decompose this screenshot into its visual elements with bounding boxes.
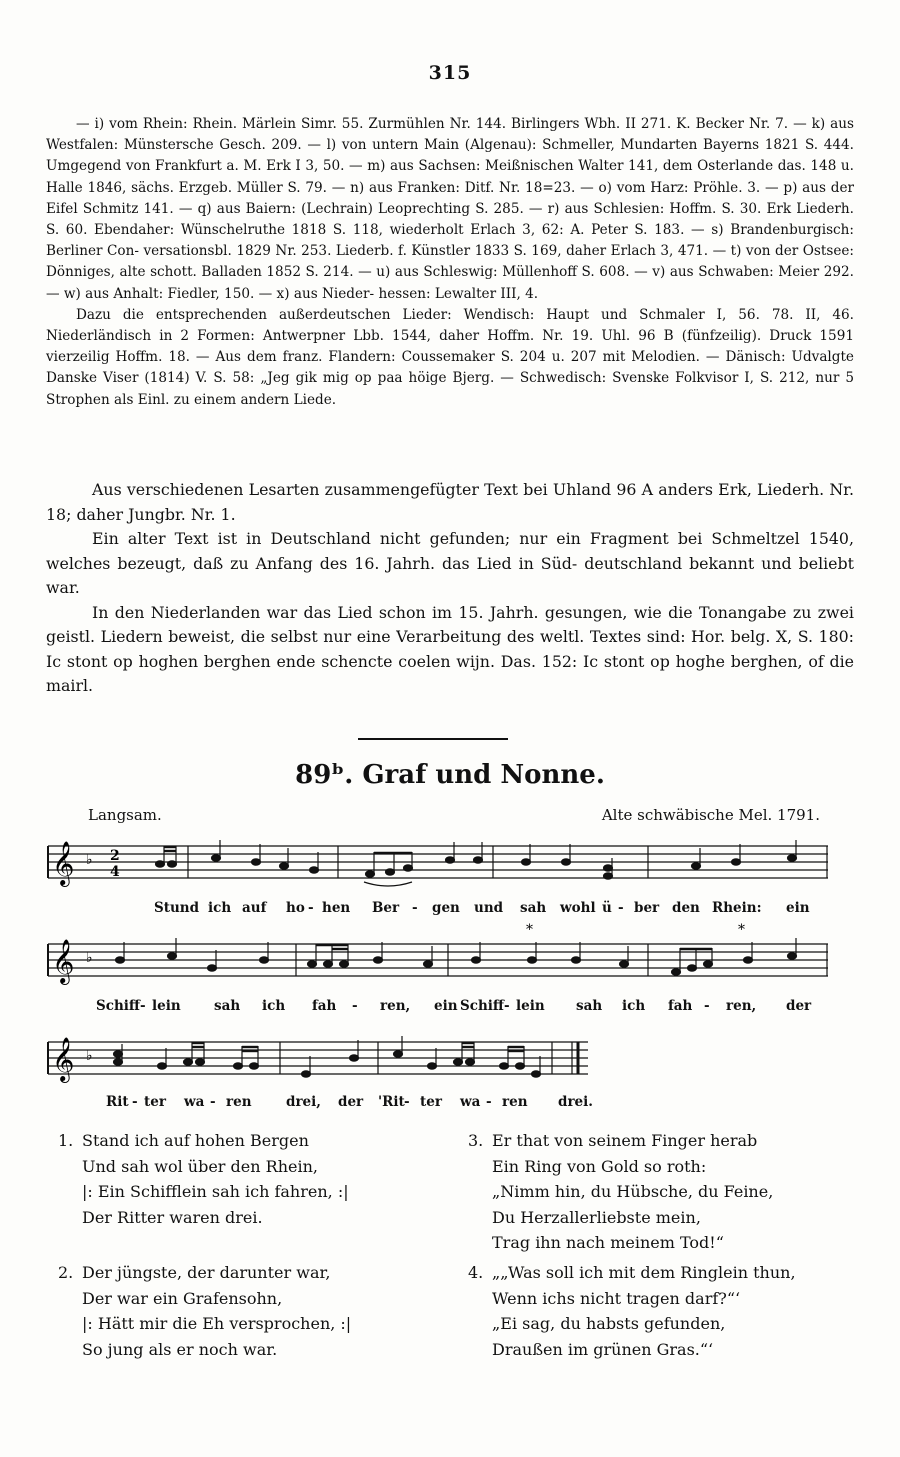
footnote-line: — r) aus Schlesien: Hoffm. S. 30. Erk Liederh. S. 60. Ebendaher: Wünschelruthe 1818 <box>46 200 854 239</box>
fermata-star-icon: * <box>738 922 745 938</box>
lyric-syllable: Rhein: <box>712 900 762 916</box>
lyric-syllable: drei. <box>558 1094 593 1110</box>
footnote-line: 56. 78. II, 46. Niederländisch in 2 Formen: Antwerpner Lbb. 1544, daher Hoffm. Nr. 19. <box>46 306 854 345</box>
staff-1-lyrics <box>96 900 836 922</box>
lyric-syllable: 'Rit <box>378 1094 405 1110</box>
fermata-star-icon: * <box>526 922 533 938</box>
lyric-syllable: und <box>474 900 504 916</box>
body-line: Aus verschiedenen Lesarten zusammengefügter Text bei Uhland 96 A anders <box>92 480 713 499</box>
section-divider <box>358 738 508 740</box>
verse-line: Der jüngste, der darunter war, <box>82 1263 331 1282</box>
verse-number: 3. <box>468 1131 484 1150</box>
verse-line: „Ei sag, du habsts gefunden, <box>492 1314 726 1334</box>
verse-line: Wenn ichs nicht tragen darf?“‘ <box>492 1288 741 1308</box>
verse-2 <box>58 1260 418 1362</box>
verse-line: Du Herzallerliebste mein, <box>492 1207 701 1227</box>
music-staff-1 <box>48 838 828 888</box>
lyric-syllable: - <box>704 998 710 1014</box>
lyric-syllable: - <box>504 998 510 1014</box>
flat-icon: ♭ <box>86 950 93 966</box>
lyric-syllable: Ber <box>372 900 400 916</box>
footnote-para-2 <box>46 305 854 411</box>
body-line: coelen wijn. Das. 152: Ic stont op hoghe berghen, of die mairl. <box>46 651 854 695</box>
lyric-syllable: sah <box>520 900 547 916</box>
verse-line: Trag ihn nach meinem Tod!“ <box>492 1233 724 1253</box>
body-line: In den Niederlanden war das Lied schon im 15. Jahrh. gesungen, wie die <box>92 602 693 622</box>
lyric-syllable: Rit <box>106 1094 129 1110</box>
lyric-syllable: wa <box>460 1094 481 1110</box>
music-staff-2 <box>48 922 828 986</box>
music-staff-3 <box>48 1034 588 1084</box>
verse-line: Ein Ring von Gold so roth: <box>492 1156 707 1176</box>
verse-line: Stand ich auf hohen Bergen <box>82 1131 309 1150</box>
lyric-syllable: Stund <box>154 900 200 916</box>
lyric-syllable: wohl <box>560 900 596 916</box>
footnote-line: S. 118, wiederholt Erlach 3, 62: A. Peter S. 183. — s) Brandenburgisch: Berliner Con- <box>46 222 854 260</box>
verse-line: Draußen im grünen Gras.“‘ <box>492 1339 714 1359</box>
lyric-syllable: ein <box>786 900 810 916</box>
commentary-para-3 <box>46 601 854 699</box>
lyric-syllable: ter <box>420 1094 442 1110</box>
body-line: Erk, Liederh. Nr. 18; daher Jungbr. Nr. 1. <box>46 480 854 524</box>
footnote-line: 3. — p) aus der Eifel Schmitz 141. — q) aus Baiern: (Lechrain) Leoprechting S. 285. <box>46 179 854 217</box>
commentary-para-1 <box>46 478 854 527</box>
verse-line: So jung als er noch war. <box>82 1339 278 1359</box>
lyric-syllable: - <box>404 1094 410 1110</box>
song-title: 89ᵇ. Graf und Nonne. <box>295 760 605 790</box>
verse-line: Er that von seinem Finger herab <box>492 1131 758 1150</box>
lyric-syllable: ren, <box>380 998 411 1014</box>
verse-number: 2. <box>58 1263 74 1282</box>
footnote-line: K. Becker Nr. 7. — k) aus Westfalen: Münstersche Gesch. 209. — l) von untern Main <box>46 116 854 154</box>
lyric-syllable: der <box>786 998 812 1014</box>
verse-line: „„Was soll ich mit dem Ringlein thun, <box>492 1263 796 1282</box>
footnote-line: der Ostsee: Dönniges, alte schott. Balladen 1852 S. 214. — u) aus Schleswig: Müllenhoff <box>46 243 855 281</box>
footnote-line: — i) vom Rhein: Rhein. Märlein Simr. 55. Zurmühlen Nr. 144. Birlingers Wbh. II 271. <box>76 116 672 132</box>
footnote-line: versationsbl. 1829 Nr. 253. Liederb. f. Künstler 1833 S. 169, daher Erlach 3, 471. — t) von <box>143 243 771 260</box>
footnote-line: S. 608. — v) aus Schwaben: Meier 292. — w) aus Anhalt: Fiedler, 150. — x) aus Nieder- <box>46 264 854 302</box>
lyric-syllable: ü <box>602 900 612 916</box>
lyric-syllable: gen <box>432 900 460 916</box>
lyric-syllable: auf <box>242 900 267 916</box>
lyric-syllable: - <box>486 1094 492 1110</box>
footnote-block <box>46 114 854 411</box>
verse-number: 1. <box>58 1131 74 1150</box>
lyric-syllable: ich <box>208 900 232 916</box>
footnote-line: hessen: Lewalter III, 4. <box>378 285 539 302</box>
flat-icon: ♭ <box>86 1048 93 1064</box>
verse-line: |: Hätt mir die Eh versprochen, :| <box>82 1314 352 1334</box>
staff-2-lyrics <box>96 998 836 1020</box>
lyric-syllable: drei, <box>286 1094 321 1110</box>
lyric-syllable: wa <box>184 1094 205 1110</box>
footnote-line: I 3, 50. — m) aus Sachsen: Meißnischen Walter 141, dem Osterlande das. 148 u. Halle 1846, <box>46 158 854 196</box>
lyric-syllable: - <box>140 998 146 1014</box>
lyric-syllable: - <box>412 900 418 916</box>
lyric-syllable: ich <box>622 998 646 1014</box>
commentary-block <box>46 478 854 699</box>
lyric-syllable: den <box>672 900 700 916</box>
verse-number: 4. <box>468 1263 484 1282</box>
verse-3 <box>468 1128 828 1256</box>
verse-1 <box>58 1128 418 1230</box>
body-line: deutschland bekannt und beliebt war. <box>46 553 854 597</box>
time-signature-top: 2 <box>110 848 120 864</box>
verse-line: Der war ein Grafensohn, <box>82 1288 283 1308</box>
lyric-syllable: ein <box>434 998 458 1014</box>
body-line: Schmeltzel 1540, welches bezeugt, daß zu Anfang des 16. Jahrh. das Lied in Süd- <box>46 529 854 573</box>
body-line: Ein alter Text ist in Deutschland nicht gefunden; nur ein Fragment bei <box>92 529 703 548</box>
body-line: Textes sind: Hor. belg. X, S. 180: Ic stont op hoghen berghen ende schencte <box>46 627 855 671</box>
footnote-line: gik mig op paa höige Bjerg. — Schwedisch: Svenske Folkvisor I, S. 212, nur 5 Strophen <box>46 370 854 408</box>
lyric-syllable: - <box>618 900 624 916</box>
staff-3-lyrics <box>96 1094 836 1116</box>
lyric-syllable: ter <box>144 1094 166 1110</box>
time-signature-bottom: 4 <box>110 864 120 880</box>
lyric-syllable: ich <box>262 998 286 1014</box>
footnote-line: sächs. Erzgeb. Müller S. 79. — n) aus Franken: Ditf. Nr. 18=23. — o) vom Harz: Pröhle. <box>131 179 743 196</box>
lyric-syllable: fah <box>668 998 693 1014</box>
lyric-syllable: ber <box>634 900 660 916</box>
lyric-syllable: fah <box>312 998 337 1014</box>
verse-line: „Nimm hin, du Hübsche, du Feine, <box>492 1182 774 1202</box>
lyric-syllable: - <box>352 998 358 1014</box>
lyric-syllable: - <box>210 1094 216 1110</box>
footnote-line: als Einl. zu einem andern Liede. <box>114 391 337 408</box>
body-line: Tonangabe zu zwei geistl. Liedern beweist, die selbst nur eine Verarbeitung des weltl. <box>46 602 854 646</box>
verse-line: |: Ein Schifflein sah ich fahren, :| <box>82 1182 349 1202</box>
footnote-line: Dazu die entsprechenden außerdeutschen Lieder: Wendisch: Haupt und Schmaler I, <box>76 306 727 323</box>
lyric-syllable: hen <box>322 900 351 916</box>
lyric-syllable: - <box>308 900 314 916</box>
lyric-syllable: sah <box>576 998 603 1014</box>
tempo-marking: Langsam. <box>88 806 162 824</box>
lyric-syllable: ren <box>226 1094 252 1110</box>
page-number: 315 <box>428 62 472 84</box>
treble-clef-icon: 𝄞 <box>52 939 75 983</box>
lyric-syllable: - <box>132 1094 138 1110</box>
verse-4 <box>468 1260 828 1362</box>
lyric-syllable: sah <box>214 998 241 1014</box>
lyric-syllable: Schiff <box>460 998 504 1014</box>
treble-clef-icon: 𝄞 <box>52 1037 75 1081</box>
verse-line: Und sah wol über den Rhein, <box>82 1156 318 1176</box>
lyric-syllable: der <box>338 1094 364 1110</box>
melody-source: Alte schwäbische Mel. 1791. <box>601 806 820 824</box>
verse-line: Der Ritter waren drei. <box>82 1207 263 1227</box>
treble-clef-icon: 𝄞 <box>52 841 75 885</box>
lyric-syllable: lein <box>152 998 181 1014</box>
lyric-syllable: ren <box>502 1094 528 1110</box>
lyric-syllable: ren, <box>726 998 757 1014</box>
footnote-line: Uhl. 96 B (fünfzeilig). Druck 1591 vierzeilig Hoffm. 18. — Aus dem franz. Flandern: Coussemaker <box>46 328 855 366</box>
footnote-para-1 <box>46 114 854 305</box>
lyric-syllable: Schiff <box>96 998 140 1014</box>
commentary-para-2 <box>46 527 854 601</box>
lyric-syllable: ho <box>286 900 305 916</box>
flat-icon: ♭ <box>86 852 93 868</box>
footnote-line: (Algenau): Schmeller, Mundarten Bayerns 1821 S. 444. Umgegend von Frankfurt a. M. Erk <box>46 137 854 175</box>
footnote-line: S. 204 u. 207 mit Melodien. — Dänisch: Udvalgte Danske Viser (1814) V. S. 58: „Jeg <box>46 349 854 387</box>
lyric-syllable: lein <box>516 998 545 1014</box>
